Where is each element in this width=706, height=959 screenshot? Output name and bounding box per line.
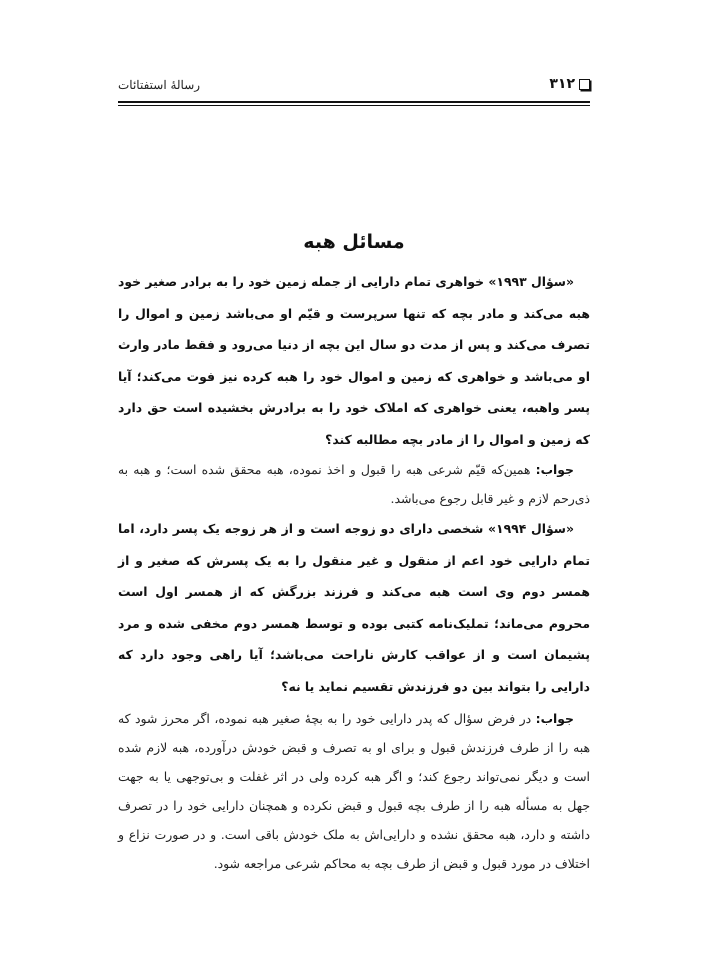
answer-1993 xyxy=(118,455,590,513)
header-rule-thick xyxy=(118,101,590,103)
body-content xyxy=(118,266,590,878)
answer-label: جواب: xyxy=(535,711,574,726)
question-1993 xyxy=(118,266,590,455)
question-label: «سؤال ۱۹۹۳» xyxy=(488,274,574,289)
section-title: مسائل هبه xyxy=(303,230,405,253)
page-number-group xyxy=(549,76,590,92)
answer-text: در فرض سؤال که پدر دارایی خود را به بچهٔ صغیر هبه نموده، اگر محرز شود که هبه را از طرف فرزندش قبول و برای او به تصرف و قبض خودش درآورده، هبه لازم شده است و دیگر نمی‌تواند رجوع کند؛ و اگر هبه کرده ولی در اثر غفلت و بی‌توجهی یا به جهت جهل به مسأله هبه را از طرف بچه قبول و قبض نکرده و همچنان دارایی خود را در تصرف داشته و دارد، هبه محقق نشده و دارایی‌اش به ملک خودش باقی است. و در صورت نزاع و اختلاف در مورد قبول و قبض از طرف بچه به محاکم شرعی مراجعه شود. xyxy=(118,711,590,871)
header-rule-thin xyxy=(118,105,590,106)
page-number: ۳۱۲ xyxy=(549,76,575,92)
question-text: خواهری تمام دارایی از جمله زمین خود را به برادر صغیر خود هبه می‌کند و مادر بچه که تنها سرپرست و قیّم او می‌باشد زمین و اموال را تصرف می‌کند و پس از مدت دو سال این بچه از دنیا می‌رود و فقط مادر وارث او می‌باشد و خواهری که زمین و اموال خود را هبه کرده نیز فوت می‌کند؛ آیا پسر واهبه، یعنی خواهری که املاک خود را به برادرش بخشیده است حق دارد که زمین و اموال را از مادر بچه مطالبه کند؟ xyxy=(118,274,590,447)
question-1994 xyxy=(118,513,590,702)
book-title: رسالهٔ استفتائات xyxy=(118,78,201,92)
running-header xyxy=(118,78,590,98)
question-text: شخصی دارای دو زوجه است و از هر زوجه یک پسر دارد، اما تمام دارایی خود اعم از منقول و غیر منقول را به یک پسرش که صغیر و از همسر دوم وی است هبه می‌کند و فرزند بزرگش که از همسر اول است محروم می‌ماند؛ تملیک‌نامه کتبی بوده و توسط همسر دوم مخفی شده و مرد پشیمان است و از عواقب کارش ناراحت می‌باشد؛ آیا راهی وجود دارد که دارایی را بتواند بین دو فرزندش تقسیم نماید یا نه؟ xyxy=(118,521,590,694)
answer-label: جواب: xyxy=(535,462,574,477)
square-bullet-icon xyxy=(579,79,590,90)
answer-1994 xyxy=(118,704,590,878)
question-label: «سؤال ۱۹۹۴» xyxy=(488,521,574,536)
answer-text: همین‌که قیّم شرعی هبه را قبول و اخذ نموده، هبه محقق شده است؛ و هبه به ذی‌رحم لازم و غیر قابل رجوع می‌باشد. xyxy=(118,462,590,506)
